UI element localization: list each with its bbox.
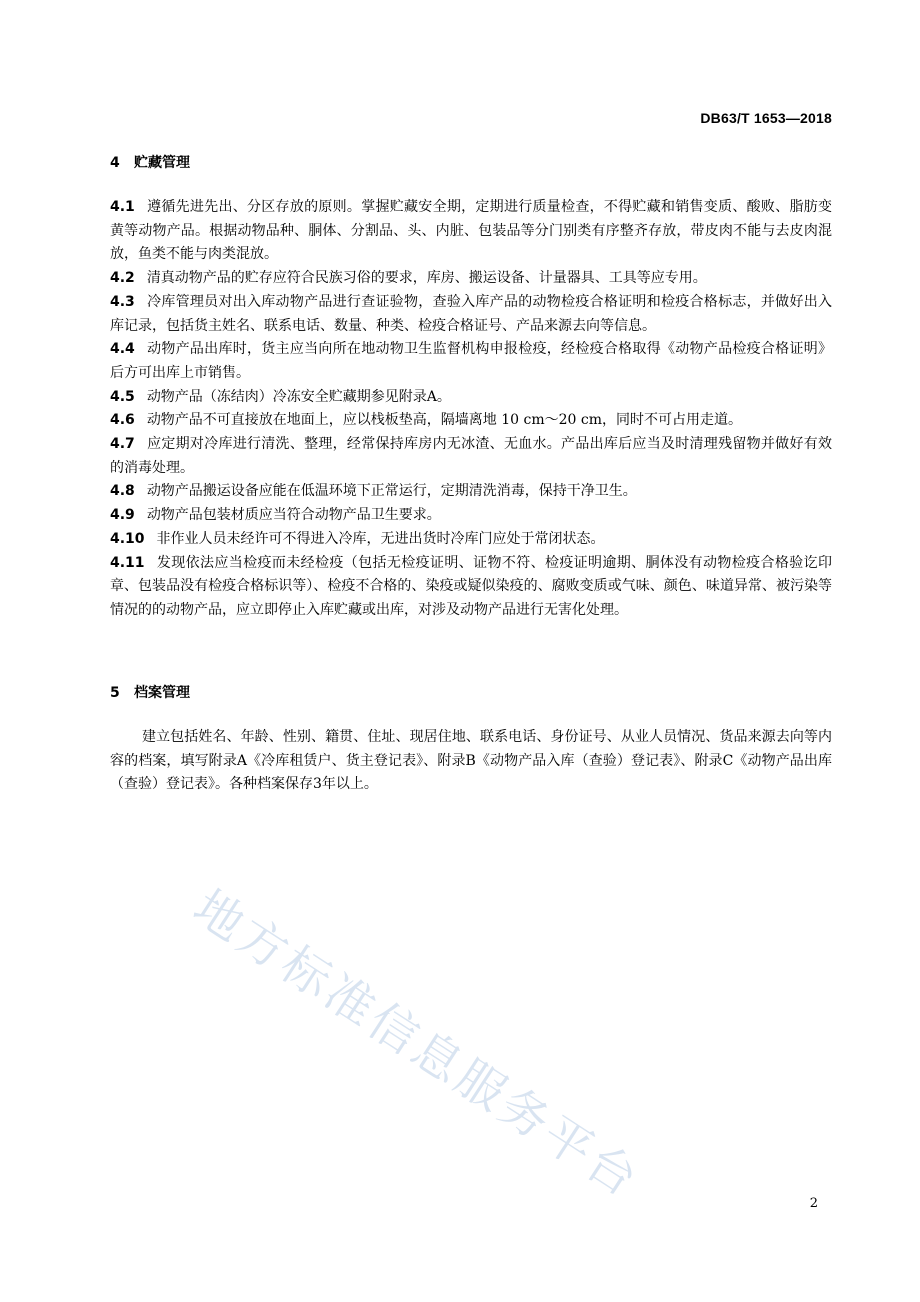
section-4-number: 4: [110, 155, 120, 171]
document-code: DB63/T 1653—2018: [700, 110, 832, 126]
section-5-number: 5: [110, 685, 120, 701]
clause: [110, 528, 832, 552]
clause-number: 4.6: [110, 412, 135, 429]
clause: [110, 552, 832, 623]
clause: [110, 291, 832, 338]
watermark: 地方标准信息服务平台: [183, 879, 651, 1210]
clause-number: 4.8: [110, 483, 135, 500]
clause-number: 4.2: [110, 270, 135, 287]
clause-number: 4.7: [110, 436, 135, 453]
clause: [110, 267, 832, 291]
clause: [110, 386, 832, 410]
clause-number: 4.10: [110, 530, 145, 547]
clause-text: 发现依法应当检疫而未经检疫（包括无检疫证明、证物不符、检疫证明逾期、胴体没有动物检疫合格验讫印章、包装品没有检疫合格标识等）、检疫不合格的、染疫或疑似染疫的、腐败变质或气味、颜色、味道异常、被污染等情况的的动物产品，应立即停止入库贮藏或出库，对涉及动物产品进行无害化处理。: [110, 554, 832, 618]
section-5-heading: [110, 682, 190, 702]
clause-number: 4.11: [110, 554, 145, 571]
section-5-paragraph: 建立包括姓名、年龄、性别、籍贯、住址、现居住地、联系电话、身份证号、从业人员情况、货品来源去向等内容的档案，填写附录A《冷库租赁户、货主登记表》、附录B《动物产品入库（查验）登记表》、附录C《动物产品出库（查验）登记表》。各种档案保存3年以上。: [110, 729, 832, 793]
clause: [110, 480, 832, 504]
section-4-heading: [110, 152, 190, 172]
section-4-clauses: [110, 196, 832, 623]
clause-number: 4.9: [110, 507, 135, 524]
clause-text: 动物产品（冻结肉）冷冻安全贮藏期参见附录A。: [146, 388, 451, 405]
section-5-title: 档案管理: [134, 685, 190, 701]
clause-text: 动物产品出库时，货主应当向所在地动物卫生监督机构申报检疫，经检疫合格取得《动物产品检疫合格证明》后方可出库上市销售。: [110, 341, 832, 381]
clause-number: 4.1: [110, 199, 135, 215]
clause-number: 4.5: [110, 388, 135, 405]
clause-text: 清真动物产品的贮存应符合民族习俗的要求，库房、搬运设备、计量器具、工具等应专用。: [146, 270, 707, 287]
clause-text: 遵循先进先出、分区存放的原则。掌握贮藏安全期，定期进行质量检查，不得贮藏和销售变质、酸败、脂肪变黄等动物产品。根据动物品种、胴体、分割品、头、内脏、包装品等分门别类有序整齐存放，带皮肉不能与去皮肉混放，鱼类不能与肉类混放。: [110, 199, 832, 263]
clause-text: 动物产品搬运设备应能在低温环境下正常运行，定期清洗消毒，保持干净卫生。: [146, 483, 637, 500]
clause-text: 非作业人员未经许可不得进入冷库，无进出货时冷库门应处于常闭状态。: [156, 530, 605, 547]
clause: [110, 409, 832, 433]
clause: [110, 196, 832, 267]
clause: [110, 433, 832, 480]
clause: [110, 338, 832, 385]
clause-text: 动物产品包装材质应当符合动物产品卫生要求。: [146, 507, 441, 524]
clause-text: 应定期对冷库进行清洗、整理，经常保持库房内无冰渣、无血水。产品出库后应当及时清理残留物并做好有效的消毒处理。: [110, 436, 832, 476]
clause-number: 4.4: [110, 341, 135, 358]
clause-text: 冷库管理员对出入库动物产品进行查证验物，查验入库产品的动物检疫合格证明和检疫合格标志，并做好出入库记录，包括货主姓名、联系电话、数量、种类、检疫合格证号、产品来源去向等信息。: [110, 293, 832, 334]
clause-text: 动物产品不可直接放在地面上，应以栈板垫高，隔墙离地 10 cm～20 cm，同时不可占用走道。: [146, 412, 743, 429]
clause: [110, 504, 832, 528]
section-4-title: 贮藏管理: [134, 155, 190, 171]
clause-number: 4.3: [110, 293, 135, 310]
page-number: 2: [809, 1196, 818, 1211]
